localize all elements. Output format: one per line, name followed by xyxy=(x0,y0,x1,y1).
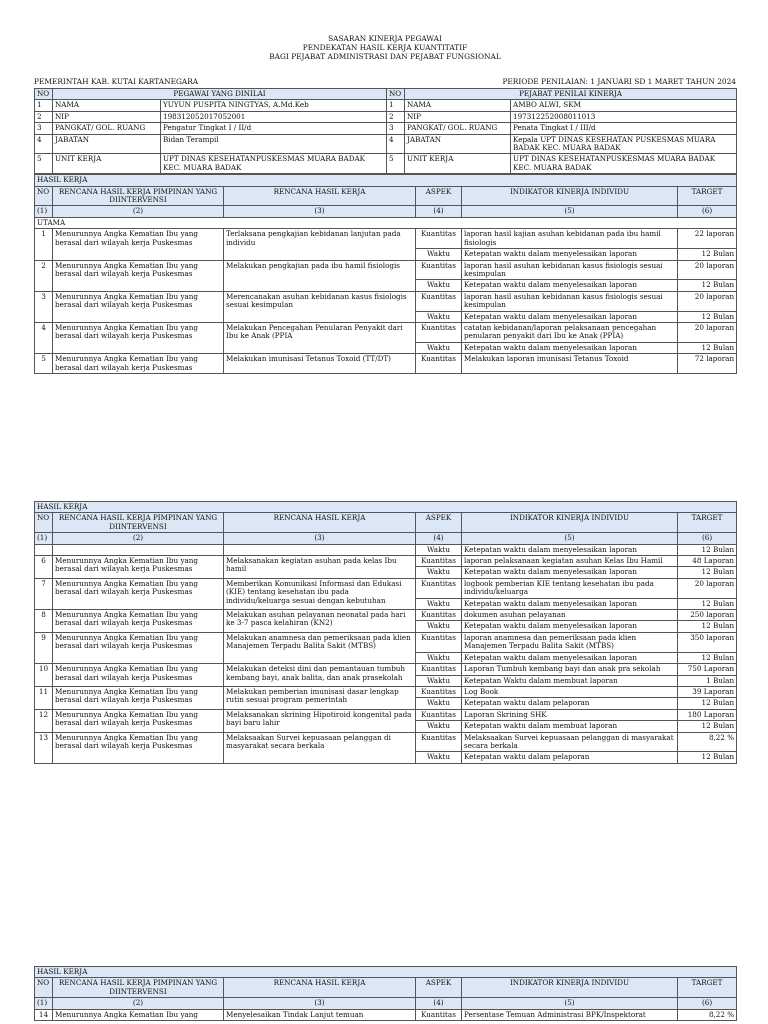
aspect: Kuantitas xyxy=(416,229,462,249)
indicator: Ketepatan waktu dalam menyelesaikan laporan xyxy=(462,342,678,353)
row-no: 3 xyxy=(35,123,53,134)
leader-plan: Menurunnya Angka Kematian Ibu yang berasal dari wilayah kerja Puskesmas xyxy=(53,686,224,709)
field-label: PANGKAT/ GOL. RUANG xyxy=(405,123,511,134)
indicator: Ketepatan waktu dalam pelaporan xyxy=(462,752,678,763)
item-no: 7 xyxy=(35,578,53,609)
target: 750 Laporan xyxy=(678,664,737,675)
col-leader-plan: RENCANA HASIL KERJA PIMPINAN YANG DIINTERVENSI xyxy=(53,513,224,533)
col-number: (4) xyxy=(416,998,462,1009)
aspect: Kuantitas xyxy=(416,322,462,342)
table-row xyxy=(35,686,737,697)
field-label: UNIT KERJA xyxy=(405,154,511,174)
target: 8,22 % xyxy=(678,1009,737,1020)
target: 20 laporan xyxy=(678,578,737,598)
table-row xyxy=(35,322,737,342)
field-label: NIP xyxy=(53,111,161,122)
plan: Melakukan anamnesa dan pemeriksaan pada klien Manajemen Terpadu Balita Sakit (MTBS) xyxy=(224,632,416,663)
target: 12 Bulan xyxy=(678,249,737,260)
aspect: Kuantitas xyxy=(416,556,462,567)
indicator: Ketepatan waktu dalam menyelesaikan laporan xyxy=(462,249,678,260)
identity-row xyxy=(35,134,737,154)
item-no: 1 xyxy=(35,229,53,260)
indicator: Ketepatan waktu dalam menyelesaikan laporan xyxy=(462,280,678,291)
col-aspect: ASPEK xyxy=(416,978,462,998)
item-no: 14 xyxy=(35,1009,53,1020)
row-no: 4 xyxy=(35,134,53,154)
aspect: Waktu xyxy=(416,342,462,353)
row-no: 5 xyxy=(387,154,405,174)
col-number: (1) xyxy=(35,998,53,1009)
item-no: 11 xyxy=(35,686,53,709)
field-value: Bidan Terampil xyxy=(161,134,387,154)
item-no: 4 xyxy=(35,322,53,353)
table-row xyxy=(35,556,737,567)
target: 8,22 % xyxy=(678,732,737,752)
indicator: catatan kebidanan/laporan pelaksanaan pencegahan penularan penyakit dari Ibu ke Anak (PPIA) xyxy=(462,322,678,342)
aspect: Kuantitas xyxy=(416,632,462,652)
col-target: TARGET xyxy=(678,978,737,998)
target: 12 Bulan xyxy=(678,621,737,632)
aspect: Waktu xyxy=(416,249,462,260)
indicator: Persentase Temuan Administrasi BPK/Inspektorat xyxy=(462,1009,678,1020)
aspect: Waktu xyxy=(416,675,462,686)
header-title: SASARAN KINERJA PEGAWAI xyxy=(328,34,442,43)
field-label: UNIT KERJA xyxy=(53,154,161,174)
field-label: NAMA xyxy=(53,100,161,111)
table-row xyxy=(35,1009,737,1020)
plan: Menyelesaikan Tindak Lanjut temuan xyxy=(224,1009,416,1020)
indicator: laporan anamnesa dan pemeriksaan pada klien Manajemen Terpadu Balita Sakit (MTBS) xyxy=(462,632,678,652)
identity-row xyxy=(35,123,737,134)
carry-row: Waktu Ketepatan waktu dalam menyelesaikan laporan 12 Bulan xyxy=(35,544,737,555)
plan: Melaksanakan kegiatan asuhan pada kelas Ibu hamil xyxy=(224,556,416,579)
col-number: (6) xyxy=(678,998,737,1009)
col-target: TARGET xyxy=(678,513,737,533)
field-label: NAMA xyxy=(405,100,511,111)
table-row xyxy=(35,610,737,621)
plan: Melaksaakan Survei kepuasaan pelanggan di masyarakat secara berkala xyxy=(224,732,416,763)
plan: Terlaksana pengkajian kebidanan lanjutan pada individu xyxy=(224,229,416,260)
utama-label: UTAMA xyxy=(35,217,737,228)
col-no: NO xyxy=(35,513,53,533)
header-subtitle: PENDEKATAN HASIL KERJA KUANTITATIF xyxy=(302,43,468,52)
col-number: (6) xyxy=(678,206,737,217)
col-indicator: INDIKATOR KINERJA INDIVIDU xyxy=(462,186,678,206)
aspect: Kuantitas xyxy=(416,1009,462,1020)
col-number: (5) xyxy=(462,998,678,1009)
period: PERIODE PENILAIAN: 1 JANUARI SD 1 MARET TAHUN 2024 xyxy=(502,77,736,86)
col-number: (1) xyxy=(35,206,53,217)
indicator: Ketepatan waktu dalam menyelesaikan laporan xyxy=(462,621,678,632)
row-no: 2 xyxy=(35,111,53,122)
target: 12 Bulan xyxy=(678,567,737,578)
target: 72 laporan xyxy=(678,354,737,374)
plan: Melakukan imunisasi Tetanus Toxoid (TT/DT) xyxy=(224,354,416,374)
indicator: Ketepatan waktu dalam menyelesaikan laporan xyxy=(462,567,678,578)
row-no: 5 xyxy=(35,154,53,174)
col-target: TARGET xyxy=(678,186,737,206)
col-plan: RENCANA HASIL KERJA xyxy=(224,186,416,206)
col-number: (5) xyxy=(462,206,678,217)
target: 48 Laporan xyxy=(678,556,737,567)
indicator: Laporan Skrining SHK xyxy=(462,709,678,720)
indicator: Laporan Tumbuh kembang bayi dan anak pra sekolah xyxy=(462,664,678,675)
col-number: (3) xyxy=(224,533,416,544)
work-table-3 xyxy=(34,966,737,1021)
work-table-2 xyxy=(34,501,737,764)
aspect: Waktu xyxy=(416,652,462,663)
table-row xyxy=(35,354,737,374)
field-value: Pengatur Tingkat I / II/d xyxy=(161,123,387,134)
aspect: Kuantitas xyxy=(416,732,462,752)
indicator: laporan hasil asuhan kebidanan kasus fisiologis sesuai kesimpulan xyxy=(462,291,678,311)
item-no: 8 xyxy=(35,610,53,633)
target: 12 Bulan xyxy=(678,280,737,291)
aspect: Kuantitas xyxy=(416,610,462,621)
field-value: Penata Tingkat I / III/d xyxy=(511,123,737,134)
aspect: Waktu xyxy=(416,621,462,632)
col-aspect: ASPEK xyxy=(416,513,462,533)
leader-plan: Menurunnya Angka Kematian Ibu yang berasal dari wilayah kerja Puskesmas xyxy=(53,354,224,374)
field-value: YUYUN PUSPITA NINGTYAS, A.Md.Keb xyxy=(161,100,387,111)
leader-plan: Menurunnya Angka Kematian Ibu yang berasal dari wilayah kerja Puskesmas xyxy=(53,229,224,260)
target: 20 laporan xyxy=(678,322,737,342)
table-row xyxy=(35,732,737,752)
col-indicator: INDIKATOR KINERJA INDIVIDU xyxy=(462,513,678,533)
col-plan: RENCANA HASIL KERJA xyxy=(224,978,416,998)
aspect: Waktu xyxy=(416,698,462,709)
col-leader-plan: RENCANA HASIL KERJA PIMPINAN YANG DIINTERVENSI xyxy=(53,186,224,206)
leader-plan: Menurunnya Angka Kematian Ibu yang berasal dari wilayah kerja Puskesmas xyxy=(53,664,224,687)
aspect: Kuantitas xyxy=(416,686,462,697)
indicator: Ketepatan waktu dalam pelaporan xyxy=(462,698,678,709)
aspect: Waktu xyxy=(416,280,462,291)
field-value: AMBO ALWI, SKM xyxy=(511,100,737,111)
col-number: (2) xyxy=(53,998,224,1009)
indicator: Ketepatan Waktu dalam membuat laporan xyxy=(462,675,678,686)
item-no: 5 xyxy=(35,354,53,374)
item-no: 12 xyxy=(35,709,53,732)
leader-plan: Menurunnya Angka Kematian Ibu yang berasal dari wilayah kerja Puskesmas xyxy=(53,556,224,579)
aspect: Waktu xyxy=(416,721,462,732)
indicator: laporan pelaksanaan kegiatan asuhan Kelas Ibu Hamil xyxy=(462,556,678,567)
table-row xyxy=(35,578,737,598)
indicator: logbook pemberian KIE tentang kesehatan ibu pada individu/keluarga xyxy=(462,578,678,598)
aspect: Kuantitas xyxy=(416,354,462,374)
row-no: 1 xyxy=(387,100,405,111)
col-plan: RENCANA HASIL KERJA xyxy=(224,513,416,533)
col-no: NO xyxy=(35,186,53,206)
leader-plan: Menurunnya Angka Kematian Ibu yang berasal dari wilayah kerja Puskesmas xyxy=(53,322,224,353)
target: 12 Bulan xyxy=(678,752,737,763)
section-title: HASIL KERJA xyxy=(35,502,737,513)
plan: Merencanakan asuhan kebidanan kasus fisiologis sesuai kesimpulan xyxy=(224,291,416,322)
target: 12 Bulan xyxy=(678,652,737,663)
col-number: (5) xyxy=(462,533,678,544)
target: 22 laporan xyxy=(678,229,737,249)
identity-table xyxy=(34,88,737,174)
table-row xyxy=(35,632,737,652)
indicator: laporan hasil kajian asuhan kebidanan pada ibu hamil fisiologis xyxy=(462,229,678,249)
row-no: 4 xyxy=(387,134,405,154)
identity-row xyxy=(35,100,737,111)
document-header xyxy=(34,34,736,61)
target: 12 Bulan xyxy=(678,721,737,732)
field-value: UPT DINAS KESEHATANPUSKESMAS MUARA BADAK KEC. MUARA BADAK xyxy=(161,154,387,174)
col-number: (1) xyxy=(35,533,53,544)
leader-plan: Menurunnya Angka Kematian Ibu yang berasal dari wilayah kerja Puskesmas xyxy=(53,260,224,291)
header-subtitle-2: BAGI PEJABAT ADMINISTRASI DAN PEJABAT FUNGSIONAL xyxy=(269,52,501,61)
identity-row xyxy=(35,111,737,122)
aspect: Kuantitas xyxy=(416,291,462,311)
assessor-title: PEJABAT PENILAI KINERJA xyxy=(405,89,737,100)
col-number: (2) xyxy=(53,206,224,217)
indicator: Ketepatan waktu dalam menyelesaikan laporan xyxy=(462,652,678,663)
table-row xyxy=(35,260,737,280)
row-no: 1 xyxy=(35,100,53,111)
col-no-2: NO xyxy=(387,89,405,100)
column-header xyxy=(35,513,737,544)
col-number: (3) xyxy=(224,206,416,217)
aspect: Kuantitas xyxy=(416,260,462,280)
target: 12 Bulan xyxy=(678,698,737,709)
aspect: Kuantitas xyxy=(416,709,462,720)
work-table-1 xyxy=(34,174,737,374)
page-3 xyxy=(34,966,736,1021)
aspect: Waktu xyxy=(416,598,462,609)
indicator: Melakukan laporan imunisasi Tetanus Toxoid xyxy=(462,354,678,374)
plan: Melakukan pemberian imunisasi dasar lengkap rutin sesuai program pemerintah xyxy=(224,686,416,709)
indicator: dokumen asuhan pelayanan xyxy=(462,610,678,621)
target: 20 laporan xyxy=(678,291,737,311)
section-title: HASIL KERJA xyxy=(35,967,737,978)
col-indicator: INDIKATOR KINERJA INDIVIDU xyxy=(462,978,678,998)
field-value: 198312052017052001 xyxy=(161,111,387,122)
col-number: (4) xyxy=(416,206,462,217)
meta-line xyxy=(34,77,736,86)
col-number: (4) xyxy=(416,533,462,544)
item-no: 9 xyxy=(35,632,53,663)
col-no: NO xyxy=(35,89,53,100)
col-aspect: ASPEK xyxy=(416,186,462,206)
target: 20 laporan xyxy=(678,260,737,280)
aspect: Kuantitas xyxy=(416,578,462,598)
table-row xyxy=(35,229,737,249)
leader-plan: Menurunnya Angka Kematian Ibu yang berasal dari wilayah kerja Puskesmas xyxy=(53,610,224,633)
aspect: Waktu xyxy=(416,567,462,578)
identity-row xyxy=(35,154,737,174)
aspect: Waktu xyxy=(416,311,462,322)
leader-plan: Menurunnya Angka Kematian Ibu yang berasal dari wilayah kerja Puskesmas xyxy=(53,709,224,732)
field-label: PANGKAT/ GOL. RUANG xyxy=(53,123,161,134)
field-value: Kepala UPT DINAS KESEHATAN PUSKESMAS MUARA BADAK KEC. MUARA BADAK xyxy=(511,134,737,154)
table-row xyxy=(35,709,737,720)
leader-plan: Menurunnya Angka Kematian Ibu yang berasal dari wilayah kerja Puskesmas xyxy=(53,732,224,763)
plan: Melakukan Pencegahan Penularan Penyakit dari Ibu ke Anak (PPIA xyxy=(224,322,416,353)
target: 180 Laporan xyxy=(678,709,737,720)
plan: Melakukan deteksi dini dan pemantauan tumbuh kembang bayi, anak balita, dan anak prasekolah xyxy=(224,664,416,687)
item-no: 6 xyxy=(35,556,53,579)
indicator: Melaksaakan Survei kepuasaan pelanggan di masyarakat secara berkala xyxy=(462,732,678,752)
field-value: UPT DINAS KESEHATANPUSKESMAS MUARA BADAK KEC. MUARA BADAK xyxy=(511,154,737,174)
plan: Memberikan Komunikasi Informasi dan Edukasi (KIE) tentang kesehatan ibu pada individu/keluarga sesuai dengan kebutuhan xyxy=(224,578,416,609)
column-header xyxy=(35,186,737,217)
field-label: JABATAN xyxy=(53,134,161,154)
field-label: NIP xyxy=(405,111,511,122)
item-no: 2 xyxy=(35,260,53,291)
field-value: 197312252008011013 xyxy=(511,111,737,122)
table-row xyxy=(35,291,737,311)
leader-plan: Menurunnya Angka Kematian Ibu yang berasal dari wilayah kerja Puskesmas xyxy=(53,578,224,609)
field-label: JABATAN xyxy=(405,134,511,154)
indicator: Ketepatan waktu dalam menyelesaikan laporan xyxy=(462,598,678,609)
col-number: (2) xyxy=(53,533,224,544)
identity-header-row xyxy=(35,89,737,100)
target: 12 Bulan xyxy=(678,598,737,609)
indicator: laporan hasil asuhan kebidanan kasus fisiologis sesuai kesimpulan xyxy=(462,260,678,280)
plan: Melaksanakan skrining Hipotiroid kongenital pada bayi baru lahir xyxy=(224,709,416,732)
leader-plan: Menurunnya Angka Kematian Ibu yang berasal dari wilayah kerja Puskesmas xyxy=(53,632,224,663)
indicator: Log Book xyxy=(462,686,678,697)
page-2 xyxy=(34,501,736,764)
row-no: 3 xyxy=(387,123,405,134)
col-number: (6) xyxy=(678,533,737,544)
col-leader-plan: RENCANA HASIL KERJA PIMPINAN YANG DIINTERVENSI xyxy=(53,978,224,998)
leader-plan: Menurunnya Angka Kematian Ibu yang berasal dari wilayah kerja Puskesmas xyxy=(53,291,224,322)
col-no: NO xyxy=(35,978,53,998)
aspect: Kuantitas xyxy=(416,664,462,675)
aspect: Waktu xyxy=(416,752,462,763)
target: 12 Bulan xyxy=(678,311,737,322)
item-no: 10 xyxy=(35,664,53,687)
target: 12 Bulan xyxy=(678,342,737,353)
plan: Melakukan asuhan pelayanan neonatal pada hari ke 3-7 pasca kelahiran (KN2) xyxy=(224,610,416,633)
agency: PEMERINTAH KAB. KUTAI KARTANEGARA xyxy=(34,77,199,86)
target: 39 Laporan xyxy=(678,686,737,697)
indicator: Ketepatan waktu dalam menyelesaikan laporan xyxy=(462,311,678,322)
page-1 xyxy=(34,34,736,374)
item-no: 3 xyxy=(35,291,53,322)
col-number: (3) xyxy=(224,998,416,1009)
target: 350 laporan xyxy=(678,632,737,652)
target: 1 Bulan xyxy=(678,675,737,686)
target: 250 laporan xyxy=(678,610,737,621)
column-header xyxy=(35,978,737,1009)
table-row xyxy=(35,664,737,675)
section-title: HASIL KERJA xyxy=(35,175,737,186)
evaluated-title: PEGAWAI YANG DINILAI xyxy=(53,89,387,100)
indicator: Ketepatan waktu dalam membuat laporan xyxy=(462,721,678,732)
plan: Melakukan pengkajian pada ibu hamil fisiologis xyxy=(224,260,416,291)
item-no: 13 xyxy=(35,732,53,763)
row-no: 2 xyxy=(387,111,405,122)
leader-plan: Menurunnya Angka Kematian Ibu yang xyxy=(53,1009,224,1020)
